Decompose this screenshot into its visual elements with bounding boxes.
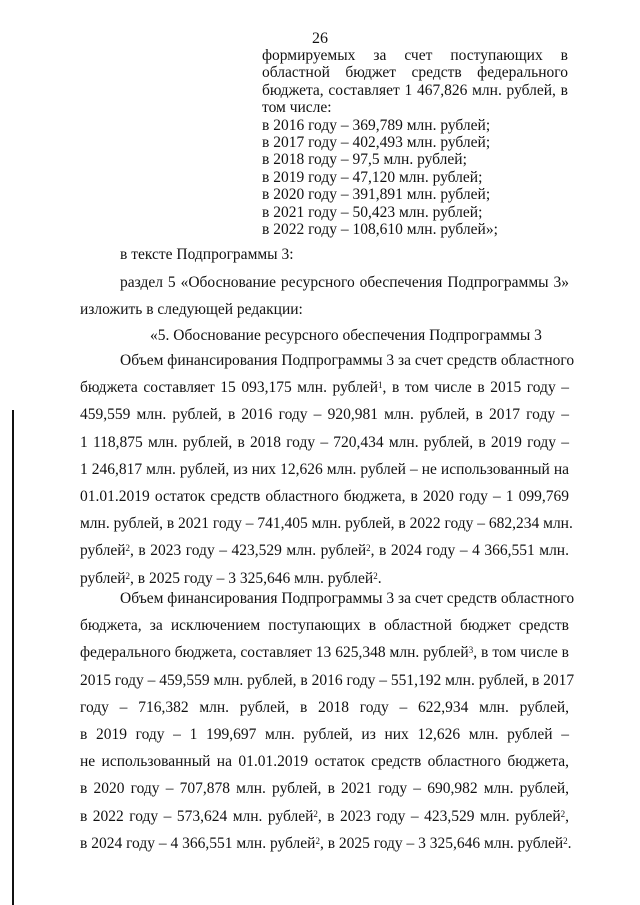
- paragraph-total-funding: [80, 347, 575, 592]
- block-line: в 2021 году – 50,423 млн. рублей;: [262, 203, 483, 221]
- block-line: том числе:: [262, 99, 332, 117]
- paragraph-line: в 2019 году – 1 199,697 млн. рублей, из них 12,626 млн. рублей –: [80, 725, 569, 743]
- instruction-line: в тексте Подпрограммы 3:: [120, 246, 294, 263]
- paragraph-line: году – 716,382 млн. рублей, в 2018 году – 622,934 млн. рублей,: [80, 698, 569, 716]
- block-line: в 2018 году – 97,5 млн. рублей;: [262, 151, 467, 169]
- paragraph-line: федерального бюджета, составляет 13 625,348 млн. рублей$^3$, в том числе в: [80, 644, 569, 662]
- block-line: бюджета, составляет 1 467,826 млн. рублей, в: [262, 81, 568, 99]
- paragraph-line: не использованный на 01.01.2019 остаток средств областного бюджета,: [80, 753, 569, 771]
- footnote-marker: 2: [125, 543, 131, 554]
- funding-by-year-block: [262, 47, 568, 238]
- footnote-marker: 2: [366, 543, 371, 554]
- paragraph-line: Объем финансирования Подпрограммы 3 за счет средств областного: [120, 590, 575, 607]
- block-line: формируемых за счет поступающих в: [262, 47, 568, 64]
- paragraph-line: 459,559 млн. рублей, в 2016 году – 920,981 млн. рублей, в 2017 году –: [80, 406, 569, 424]
- footnote-marker: 3: [468, 645, 474, 656]
- footnote-marker: 2: [373, 570, 378, 581]
- paragraph-line: в 2024 году – 4 366,551 млн. рублей$^2$, в 2025 году – 3 325,646 млн. рублей$^2$.: [80, 834, 572, 852]
- paragraph-line: 1 246,817 млн. рублей, из них 12,626 млн. рублей – не использованный на: [80, 460, 569, 478]
- page-number: 26: [312, 30, 328, 47]
- block-line: в 2020 году – 391,891 млн. рублей;: [262, 186, 491, 204]
- paragraph-line: бюджета, за исключением поступающих в областной бюджет средств: [80, 617, 569, 635]
- paragraph-line: Объем финансирования Подпрограммы 3 за счет средств областного: [120, 352, 575, 369]
- paragraph-line: в 2020 году – 707,878 млн. рублей, в 2021 году – 690,982 млн. рублей,: [80, 780, 569, 798]
- footnote-marker: 2: [125, 570, 131, 581]
- footnote-marker: 1: [378, 380, 383, 391]
- instruction-line: изложить в следующей редакции:: [80, 301, 303, 318]
- paragraph-line: в 2022 году – 573,624 млн. рублей$^2$, в 2023 году – 423,529 млн. рублей$^2$,: [80, 807, 569, 825]
- instruction-line: раздел 5 «Обоснование ресурсного обеспечения Подпрограммы 3»: [120, 274, 569, 291]
- paragraph-line: млн. рублей, в 2021 году – 741,405 млн. рублей, в 2022 году – 682,234 млн.: [80, 515, 573, 533]
- paragraph-line: 2015 году – 459,559 млн. рублей, в 2016 году – 551,192 млн. рублей, в 2017: [80, 671, 575, 689]
- paragraph-line: 1 118,875 млн. рублей, в 2018 году – 720,434 млн. рублей, в 2019 году –: [80, 433, 569, 451]
- block-line: в 2017 году – 402,493 млн. рублей;: [262, 133, 491, 151]
- paragraph-line: рублей$^2$, в 2023 году – 423,529 млн. рублей$^2$, в 2024 году – 4 366,551 млн.: [80, 542, 569, 560]
- scan-edge-line: [12, 410, 14, 905]
- paragraph-line: бюджета составляет 15 093,175 млн. рублей$^1$, в том числе в 2015 году –: [80, 379, 569, 397]
- block-line: в 2019 году – 47,120 млн. рублей;: [262, 168, 483, 186]
- block-line: в 2022 году – 108,610 млн. рублей»;: [262, 220, 498, 238]
- footnote-marker: 2: [560, 808, 566, 819]
- paragraph-line: рублей$^2$, в 2025 году – 3 325,646 млн. рублей$^2$.: [80, 569, 382, 587]
- paragraph-line: 01.01.2019 остаток средств областного бюджета, в 2020 году – 1 099,769: [80, 487, 569, 505]
- block-line: областной бюджет средств федерального: [262, 64, 568, 82]
- footnote-marker: 2: [563, 835, 568, 846]
- footnote-marker: 2: [313, 808, 318, 819]
- section-heading: «5. Обоснование ресурсного обеспечения Подпрограммы 3: [150, 327, 542, 344]
- paragraph-regional-funding: [80, 585, 575, 857]
- block-line: в 2016 году – 369,789 млн. рублей;: [262, 116, 491, 134]
- footnote-marker: 2: [315, 835, 320, 846]
